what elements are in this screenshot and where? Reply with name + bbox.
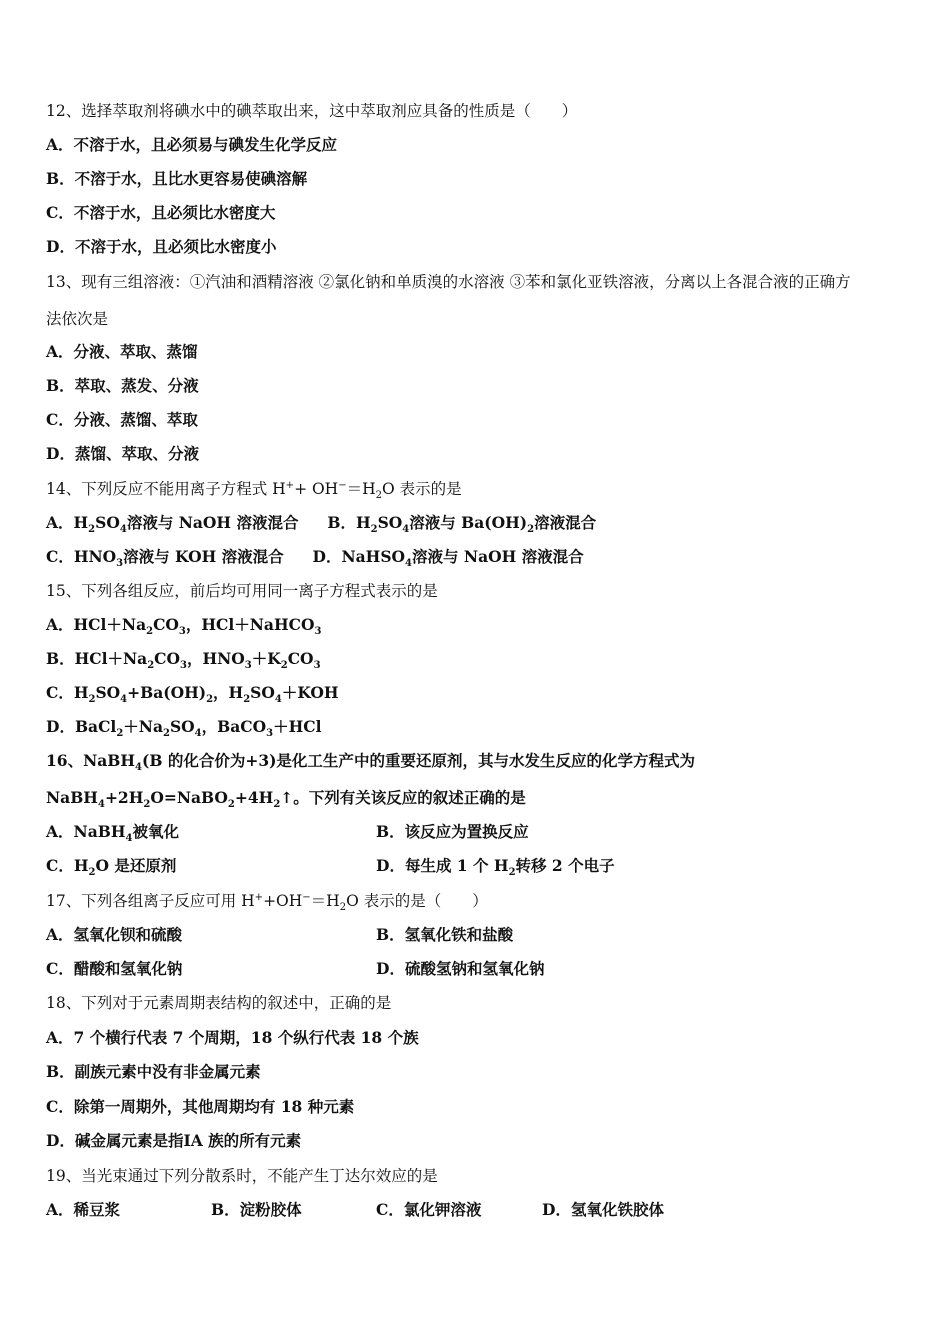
q18-stem: 18、下列对于元素周期表结构的叙述中，正确的是 <box>46 994 392 1012</box>
q14-option-d: D．NaHSO$_4$溶液与 NaOH 溶液混合 <box>312 547 584 570</box>
q15-option-b: B．$HCl+Na_2CO_3$，$HNO_3+K_2CO_3$ <box>46 649 321 672</box>
q12-option-a: A．不溶于水，且必须易与碘发生化学反应 <box>46 135 338 154</box>
q16-option-d: D．每生成 1 个 $H_2$转移 2 个电子 <box>376 856 615 879</box>
q13-stem-line1: 13、现有三组溶液：①汽油和酒精溶液 ②氯化钠和单质溴的水溶液 ③苯和氯化亚铁溶液，分离以上各混合液的正确方 <box>46 273 851 291</box>
q15-stem: 15、下列各组反应，前后均可用同一离子方程式表示的是 <box>46 582 438 600</box>
q17-option-b: B．氢氧化铁和盐酸 <box>376 925 514 944</box>
q19-option-a: A．稀豆浆 <box>46 1200 121 1219</box>
q17-option-d: D．硫酸氢钠和氢氧化钠 <box>376 959 545 978</box>
q19-option-b: B．淀粉胶体 <box>211 1200 302 1219</box>
q14-option-a: A．$H_2SO_4$溶液与 NaOH 溶液混合 <box>46 513 314 536</box>
q17-option-a: A．氢氧化钡和硫酸 <box>46 925 183 944</box>
q18-option-a: A．7 个横行代表 7 个周期，18 个纵行代表 18 个族 <box>46 1028 419 1047</box>
q13-option-b: B．萃取、蒸发、分液 <box>46 376 199 395</box>
q16-stem-line1: 16、NaBH$_4$(B 的化合价为+3)是化工生产中的重要还原剂，其与水发生反应的化学方程式为 <box>46 751 695 774</box>
q18-option-d: D．碱金属元素是指ⅠA 族的所有元素 <box>46 1131 302 1150</box>
q19-option-d: D．氢氧化铁胶体 <box>542 1200 664 1219</box>
q18-option-c: C．除第一周期外，其他周期均有 18 种元素 <box>46 1097 355 1116</box>
q12-option-d: D．不溶于水，且必须比水密度小 <box>46 237 277 256</box>
q16-option-b: B．该反应为置换反应 <box>376 822 529 841</box>
q15-option-c: C．$H_2SO_4+Ba(OH)_2$，$H_2SO_4+KOH$ <box>46 683 339 706</box>
q19-stem: 19、当光束通过下列分散系时，不能产生丁达尔效应的是 <box>46 1167 438 1185</box>
q15-option-d: D．$BaCl_2+Na_2SO_4$，BaCO$_3$＋HCl <box>46 717 322 740</box>
q13-option-c: C．分液、蒸馏、萃取 <box>46 410 198 429</box>
q16-stem-line2: $NaBH_4+2H_2O=NaBO_2+4H_2↑$。下列有关该反应的叙述正确的是 <box>46 788 526 811</box>
q16-option-c: C．$H_2O$ 是还原剂 <box>46 856 177 879</box>
q12-option-c: C．不溶于水，且必须比水密度大 <box>46 203 276 222</box>
q14-option-c: C．$HNO_3$溶液与 KOH 溶液混合 <box>46 547 300 570</box>
q17-option-c: C．醋酸和氢氧化钠 <box>46 959 183 978</box>
q12-option-b: B．不溶于水，且比水更容易使碘溶解 <box>46 169 308 188</box>
q16-option-a: A．NaBH$_4$被氧化 <box>46 822 179 845</box>
q14-options-ab <box>46 512 596 534</box>
q12-stem: 12、选择萃取剂将碘水中的碘萃取出来，这中萃取剂应具备的性质是（ ） <box>46 102 578 120</box>
q14-stem: 14、下列反应不能用离子方程式 $H^++ OH^-=H_2O$ 表示的是 <box>46 479 462 502</box>
q18-option-b: B．副族元素中没有非金属元素 <box>46 1062 261 1081</box>
q14-options-cd <box>46 546 584 568</box>
q13-stem-line2: 法依次是 <box>46 310 109 328</box>
q19-option-c: C．氯化钾溶液 <box>376 1200 482 1219</box>
q15-option-a: A．$HCl+Na_2CO_3$，HCl＋NaHCO$_3$ <box>46 615 322 638</box>
q17-stem: 17、下列各组离子反应可用 $H^++OH^-=H_2O$ 表示的是（ ） <box>46 891 488 914</box>
q14-option-b: B．$H_2SO_4$溶液与 $Ba(OH)_2$溶液混合 <box>327 513 597 536</box>
q13-option-a: A．分液、萃取、蒸馏 <box>46 342 198 361</box>
q13-option-d: D．蒸馏、萃取、分液 <box>46 444 199 463</box>
